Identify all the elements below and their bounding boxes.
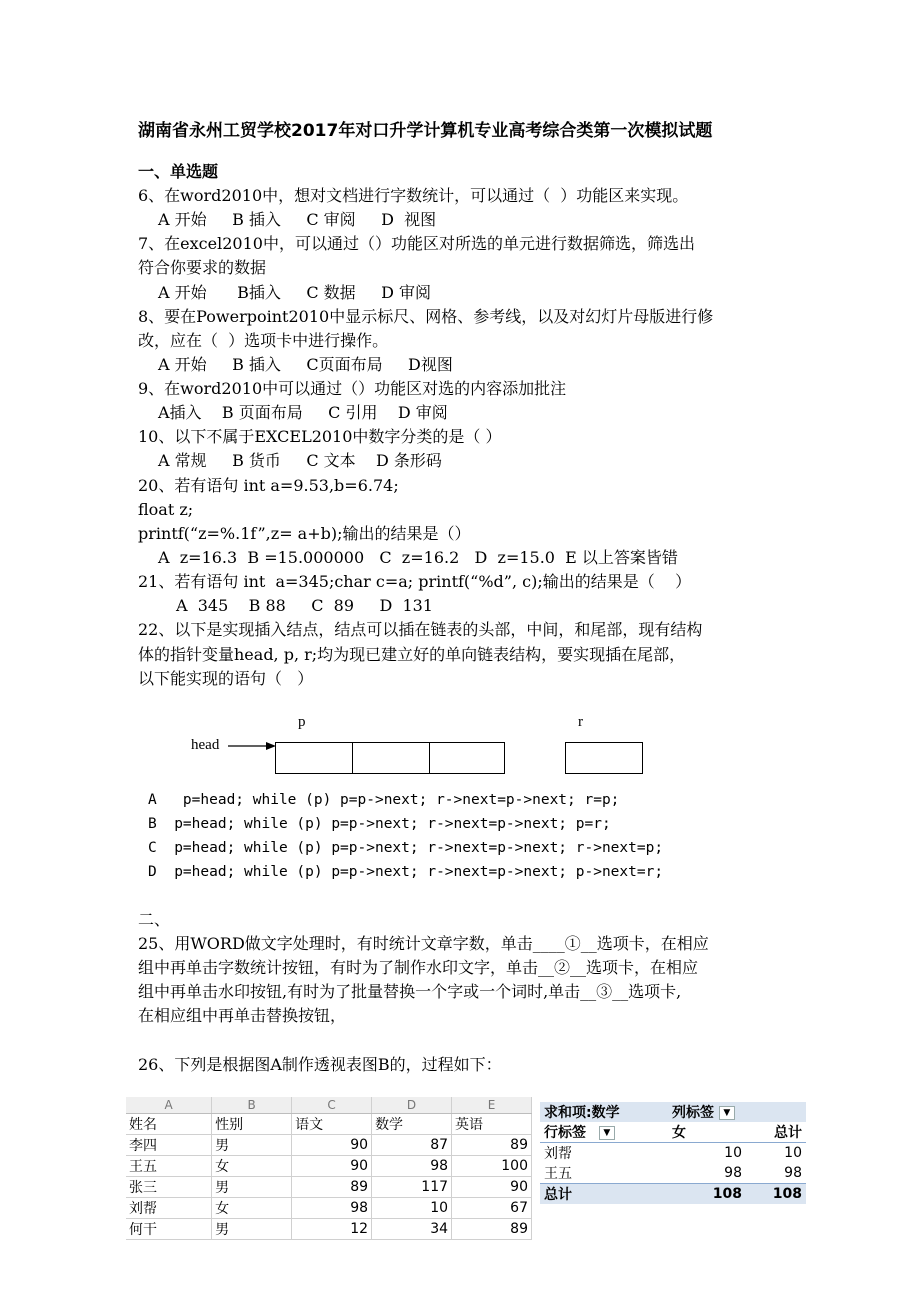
pivot-cell: 总计 xyxy=(540,1184,668,1205)
list-node-1 xyxy=(275,742,353,774)
section-heading-2: 二、 xyxy=(138,910,171,929)
col-header: B xyxy=(212,1097,292,1114)
q8-text-line2: 改，应在（ ）选项卡中进行操作。 xyxy=(138,331,389,350)
q21-options: A 345 B 88 C 89 D 131 xyxy=(176,596,433,615)
q22-text-line3: 以下能实现的语句（ ） xyxy=(138,669,314,688)
table-row xyxy=(126,1219,532,1240)
cell: 89 xyxy=(452,1219,532,1240)
spreadsheet-a xyxy=(126,1097,532,1240)
pivot-cell: 刘帮 xyxy=(544,1146,572,1162)
exam-title: 湖南省永州工贸学校2017年对口升学计算机专业高考综合类第一次模拟试题 xyxy=(138,121,713,141)
cell: 10 xyxy=(372,1198,452,1219)
list-node-2 xyxy=(352,742,430,774)
column-header-row xyxy=(126,1097,532,1114)
cell: 87 xyxy=(372,1135,452,1156)
q22-text-line2: 体的指针变量head, p, r;均为现已建立好的单向链表结构，要实现插在尾部， xyxy=(138,645,686,664)
table-row xyxy=(126,1198,532,1219)
q7-text-line2: 符合你要求的数据 xyxy=(138,258,267,277)
q20-text-line1: 20、若有语句 int a=9.53,b=6.74; xyxy=(138,476,399,495)
q21-text: 21、若有语句 int a=345;char c=a; printf(“%d”, c);输出的结果是（ ） xyxy=(138,572,692,591)
header-cell: 数学 xyxy=(372,1114,452,1135)
q20-text-line3: printf(“z=%.1f”,z= a+b);输出的结果是（） xyxy=(138,524,471,543)
cell: 89 xyxy=(452,1135,532,1156)
header-cell: 语文 xyxy=(292,1114,372,1135)
cell: 34 xyxy=(372,1219,452,1240)
q6-text: 6、在word2010中，想对文档进行字数统计，可以通过（ ）功能区来实现。 xyxy=(138,186,689,205)
q8-options: A 开始 B 插入 C页面布局 D视图 xyxy=(158,355,453,374)
cell: 李四 xyxy=(126,1135,212,1156)
cell: 何干 xyxy=(126,1219,212,1240)
q7-options: A 开始 B插入 C 数据 D 审阅 xyxy=(158,283,432,302)
pivot-row-label-cell xyxy=(540,1122,668,1143)
q6-options: A 开始 B 插入 C 审阅 D 视图 xyxy=(158,210,437,229)
table-row xyxy=(126,1156,532,1177)
pivot-row xyxy=(540,1163,806,1184)
q25-text-line3: 组中再单击水印按钮,有时为了批量替换一个字或一个词时,单击__③__选项卡, xyxy=(138,982,682,1001)
cell: 89 xyxy=(292,1177,372,1198)
cell: 12 xyxy=(292,1219,372,1240)
q22-option-d: D p=head; while (p) p=p->next; r->next=p->next; p->next=r; xyxy=(148,864,664,880)
q22-option-b: B p=head; while (p) p=p->next; r->next=p->next; p=r; xyxy=(148,816,611,832)
q7-text-line1: 7、在excel2010中，可以通过（）功能区对所选的单元进行数据筛选，筛选出 xyxy=(138,234,695,253)
pivot-value-label: 求和项:数学 xyxy=(540,1102,668,1122)
cell: 张三 xyxy=(126,1177,212,1198)
pivot-row-label: 行标签 xyxy=(544,1125,586,1141)
cell: 男 xyxy=(212,1219,292,1240)
head-arrow-icon xyxy=(228,738,278,754)
pivot-cell: 98 xyxy=(784,1165,802,1181)
q8-text-line1: 8、要在Powerpoint2010中显示标尺、网格、参考线，以及对幻灯片母版进行修 xyxy=(138,307,714,326)
col-header: E xyxy=(452,1097,532,1114)
table-row xyxy=(126,1135,532,1156)
q20-text-line2: float z; xyxy=(138,500,194,519)
q25-text-line4: 在相应组中再单击替换按钮， xyxy=(138,1006,347,1025)
pivot-col-label-cell xyxy=(668,1102,806,1122)
header-cell: 性别 xyxy=(212,1114,292,1135)
pivot-col-value: 女 xyxy=(668,1122,746,1143)
q9-text: 9、在word2010中可以通过（）功能区对选的内容添加批注 xyxy=(138,379,567,398)
q10-options: A 常规 B 货币 C 文本 D 条形码 xyxy=(158,451,442,470)
cell: 117 xyxy=(372,1177,452,1198)
q26-text: 26、下列是根据图A制作透视表图B的，过程如下： xyxy=(138,1055,502,1074)
pivot-subheader-row xyxy=(540,1122,806,1143)
header-cell: 英语 xyxy=(452,1114,532,1135)
pivot-cell: 108 xyxy=(746,1184,806,1205)
list-node-3 xyxy=(429,742,505,774)
cell: 90 xyxy=(292,1156,372,1177)
pivot-col-label: 列标签 xyxy=(672,1105,714,1121)
q9-options: A插入 B 页面布局 C 引用 D 审阅 xyxy=(158,403,448,422)
q10-text: 10、以下不属于EXCEL2010中数字分类的是（ ） xyxy=(138,427,502,446)
pivot-row xyxy=(540,1143,806,1164)
label-head: head xyxy=(191,737,220,753)
cell: 90 xyxy=(452,1177,532,1198)
dropdown-icon[interactable]: ▼ xyxy=(599,1126,615,1140)
cell: 王五 xyxy=(126,1156,212,1177)
label-p: p xyxy=(298,714,306,730)
cell: 男 xyxy=(212,1177,292,1198)
section-heading-single-choice: 一、单选题 xyxy=(138,162,219,181)
cell: 98 xyxy=(372,1156,452,1177)
node-r xyxy=(565,742,643,774)
col-header: D xyxy=(372,1097,452,1114)
cell: 98 xyxy=(292,1198,372,1219)
q22-option-c: C p=head; while (p) p=p->next; r->next=p->next; r->next=p; xyxy=(148,840,664,856)
col-header: C xyxy=(292,1097,372,1114)
q20-options: A z=16.3 B =15.000000 C z=16.2 D z=15.0 E 以上答案皆错 xyxy=(158,548,678,567)
pivot-grand-total-row xyxy=(540,1184,806,1205)
cell: 女 xyxy=(212,1156,292,1177)
q22-text-line1: 22、以下是实现插入结点，结点可以插在链表的头部，中间，和尾部，现有结构 xyxy=(138,620,703,639)
col-header: A xyxy=(126,1097,212,1114)
q22-option-a: A p=head; while (p) p=p->next; r->next=p->next; r=p; xyxy=(148,792,620,808)
filter-icon[interactable]: ▼ xyxy=(719,1106,735,1120)
cell: 67 xyxy=(452,1198,532,1219)
pivot-cell: 10 xyxy=(784,1145,802,1161)
table-row xyxy=(126,1177,532,1198)
pivot-table-b xyxy=(540,1102,806,1204)
pivot-total-header: 总计 xyxy=(746,1122,806,1143)
label-r: r xyxy=(578,714,583,730)
q25-text-line2: 组中再单击字数统计按钮，有时为了制作水印文字，单击__②__选项卡，在相应 xyxy=(138,958,699,977)
pivot-cell: 108 xyxy=(668,1184,746,1205)
pivot-cell: 10 xyxy=(724,1145,742,1161)
pivot-cell: 98 xyxy=(724,1165,742,1181)
pivot-header-row xyxy=(540,1102,806,1122)
cell: 女 xyxy=(212,1198,292,1219)
table-header-row xyxy=(126,1114,532,1135)
cell: 100 xyxy=(452,1156,532,1177)
cell: 90 xyxy=(292,1135,372,1156)
q25-text-line1: 25、用WORD做文字处理时，有时统计文章字数，单击____①__选项卡，在相应 xyxy=(138,934,709,953)
header-cell: 姓名 xyxy=(126,1114,212,1135)
pivot-cell: 王五 xyxy=(544,1166,572,1182)
cell: 刘帮 xyxy=(126,1198,212,1219)
cell: 男 xyxy=(212,1135,292,1156)
